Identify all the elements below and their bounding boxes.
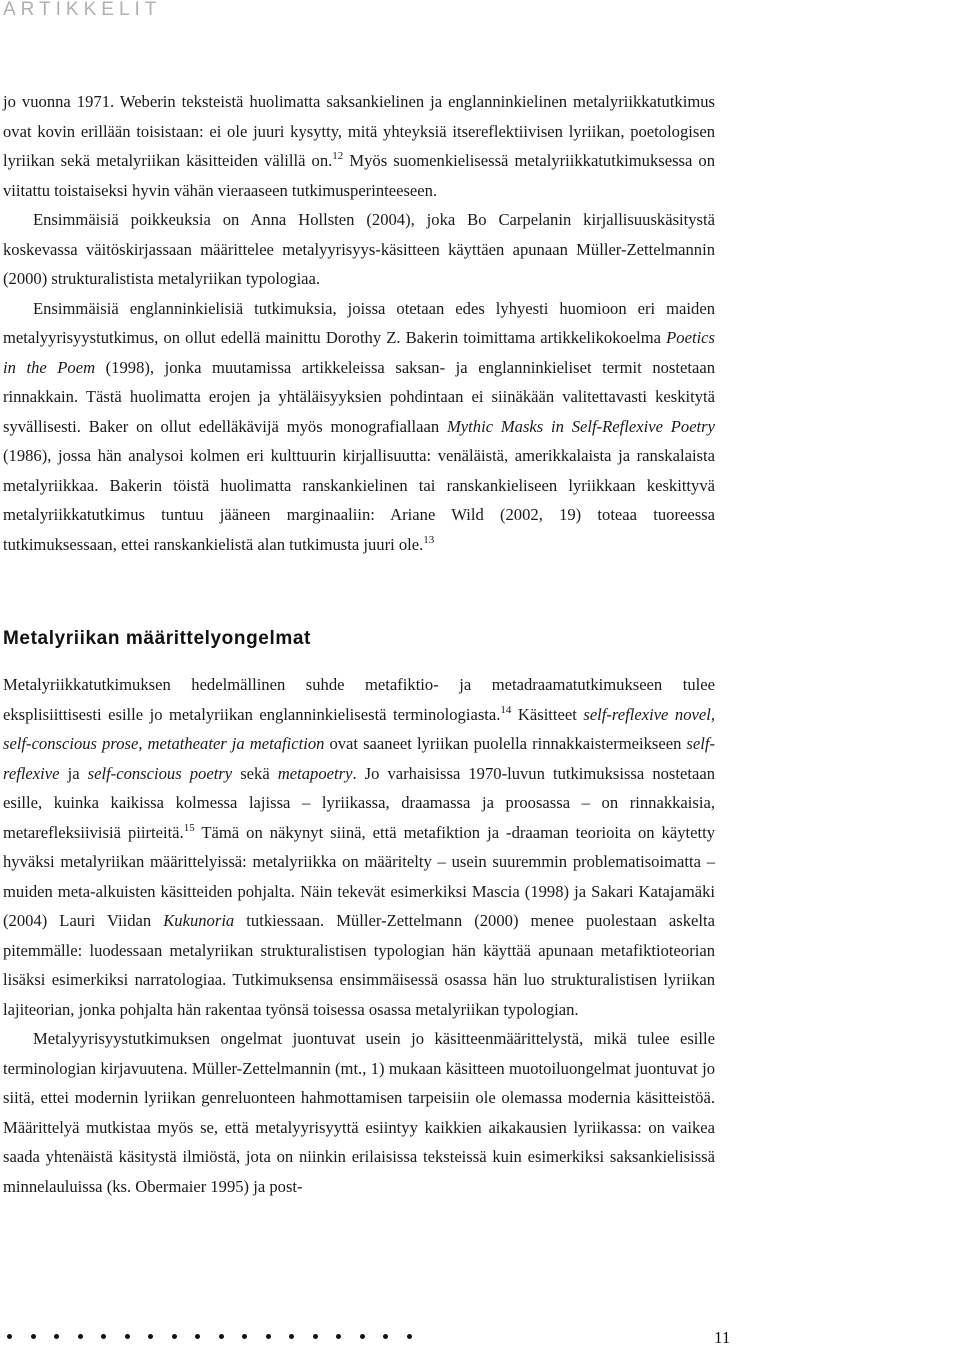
footer-dot [125, 1334, 130, 1339]
italic-title: Poetics in the Poem [3, 328, 715, 377]
italic-title: self-conscious poetry [87, 763, 233, 783]
footer-dot [195, 1334, 200, 1339]
italic-title: Mythic Masks in Self-Reflexive Poetry [446, 416, 715, 436]
paragraph [3, 1024, 715, 1201]
footnote-ref: 12 [332, 150, 344, 162]
body-text-section [3, 670, 715, 1201]
text-run: ovat saaneet lyriikan puolella rinnakkaistermeikseen [324, 734, 687, 753]
body-text-intro [3, 87, 715, 559]
text-run: Ensimmäisiä poikkeuksia on Anna Hollsten (2004), joka Bo Carpelanin kirjallisuuskäsitystä koskevassa väitöskirjassaan määrittelee metalyyrisyys-käsitteen käyttäen apunaan Müller-Zettelmannin (2000) strukturalistista metalyriikan typologiaa. [3, 210, 715, 288]
text-run: jo vuonna 1971. Weberin teksteistä huolimatta saksankielinen ja englanninkielinen metalyriikkatutkimus ovat kovin erillään toisistaan: ei ole juuri kysytty, mitä yhteyksiä itsereflektiivisen lyriikan, poetologisen lyriikan sekä metalyriikan käsitteiden välillä on. [3, 92, 715, 170]
footnote-ref: 14 [500, 703, 512, 716]
footer-dot [148, 1334, 153, 1339]
footer-dot [336, 1334, 341, 1339]
footer-dot [266, 1334, 271, 1339]
section-label: ARTIKKELIT [3, 0, 162, 20]
paragraph [3, 205, 715, 294]
footer-dot [7, 1334, 12, 1339]
paragraph [3, 87, 715, 205]
page-number: 11 [714, 1328, 731, 1347]
text-run: (1986), jossa hän analysoi kolmen eri kulttuurin kirjallisuutta: venäläistä, amerikkalaista ja ranskalaista metalyriikkaa. Bakerin töistä huolimatta ranskankielinen tai ranskankieliseen lyriikkaan keskittyvä metalyriikkatutkimus tuntuu jääneen marginaaliin: Ariane Wild (2002, 19) toteaa tuoreessa tutkimuksessaan, ettei ranskankielistä alan tutkimusta juuri ole. [3, 446, 715, 554]
footer-dot [289, 1334, 294, 1339]
footer-dot [383, 1334, 388, 1339]
text-run: (1998), jonka muutamissa artikkeleissa saksan- ja englanninkieliset termit nostetaan rinnakkain. Tästä huolimatta erojen ja yhtäläisyyksien pohdintaan ei siinäkään valitettavasti keskitytä syvällisesti. Baker on ollut edelläkävijä myös monografiallaan [3, 357, 715, 436]
paragraph [3, 294, 715, 560]
footer-dot [172, 1334, 177, 1339]
footer-dot [54, 1334, 59, 1339]
footnote-ref: 13 [423, 533, 435, 546]
text-run: ja [59, 763, 88, 783]
text-run: Myös suomenkielisessä metalyriikkatutkimuksessa on viitattu toistaiseksi hyvin vähän vieraaseen tutkimusperinteeseen. [3, 151, 715, 200]
text-run: Käsitteet [511, 704, 584, 724]
footer-dot [313, 1334, 318, 1339]
italic-title: Kukunoria [163, 911, 235, 930]
footer-dot [219, 1334, 224, 1339]
italic-title: metapoetry [277, 763, 353, 783]
footer-dot [407, 1334, 412, 1339]
section-heading: Metalyriikan määrittelyongelmat [3, 628, 311, 649]
footer-dot [78, 1334, 83, 1339]
text-run: . Jo varhaisissa 1970-luvun tutkimuksissa nostetaan esille, kuinka kaikissa kolmessa lajissa – lyriikassa, draamassa ja proosassa – on rinnakkaisia, metarefleksiivisiä piirteitä. [3, 763, 715, 842]
text-run: Metalyyrisyystutkimuksen ongelmat juontuvat usein jo käsitteenmäärittelystä, mikä tulee esille terminologian kirjavuutena. Müller-Zettelmannin (mt., 1) mukaan käsitteen muotoiluongelmat juontuvat jo siitä, ettei modernin lyriikan genreluonteen hahmottamisen tarpeisiin ole olemassa modernia käsitteistöä. Määrittelyä mutkistaa myös se, että metalyyrisyyttä esiintyy kaikkien aikakausien lyriikassa: on vaikea saada yhtenäistä käsitystä ilmiöstä, jota on niinkin erilaisissa teksteissä kuin esimerkiksi saksankielisissä minnelauluissa (ks. Obermaier 1995) ja post- [3, 1029, 715, 1196]
text-run: Metalyriikkatutkimuksen hedelmällinen suhde metafiktio- ja metadraamatutkimukseen tulee eksplisiittisesti esille jo metalyriikan englanninkielisestä terminologiasta. [3, 675, 715, 724]
footer-dot [360, 1334, 365, 1339]
italic-title: self-reflexive [3, 734, 715, 783]
text-run: tutkiessaan. Müller-Zettelmann (2000) menee puolestaan askelta pitemmälle: luodessaan metalyriikan strukturalistisen typologian hän käyttää apunaan metafiktioteorian lisäksi esimerkiksi narratologiaa. Tutkimuksensa ensimmäisessä osassa hän luo strukturalistisen lyriikan lajiteorian, jonka pohjalta hän rakentaa työnsä toisessa osassa metalyriikan typologian. [3, 911, 715, 1019]
text-run: Ensimmäisiä englanninkielisiä tutkimuksia, joissa otetaan edes lyhyesti huomioon eri maiden metalyyrisyystutkimus, on ollut edellä mainittu Dorothy Z. Bakerin toimittama artikkelikokoelma [3, 298, 715, 347]
paragraph [3, 670, 715, 1024]
footer-dot [31, 1334, 36, 1339]
text-run: Tämä on näkynyt siinä, että metafiktion ja -draaman teorioita on käytetty hyväksi metalyriikan määrittelyissä: metalyriikka on määritelty – usein suuremmin problematisoimatta – muiden meta-alkuisten käsitteiden pohjalta. Näin tekevät esimerkiksi Mascia (1998) ja Sakari Katajamäki (2004) Lauri Viidan [3, 822, 715, 930]
text-run: sekä [232, 763, 278, 783]
footnote-ref: 15 [183, 821, 195, 834]
italic-title: self-reflexive novel, self-conscious prose, metatheater ja metafiction [3, 704, 715, 753]
footer-dot [101, 1334, 106, 1339]
footer-dot [242, 1334, 247, 1339]
